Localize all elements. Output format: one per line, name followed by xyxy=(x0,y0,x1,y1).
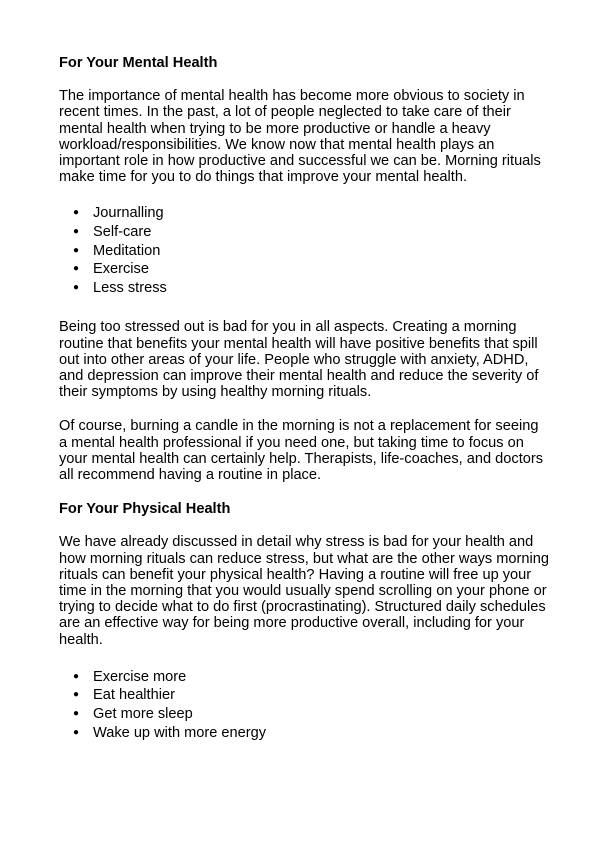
bullet-icon: ● xyxy=(73,263,80,275)
section-heading-mental-health: For Your Mental Health xyxy=(59,55,218,71)
paragraph-physical-health-intro: We have already discussed in detail why stress is bad for your health and how morning rituals can reduce stress, but what are the other ways morning rituals can benefit your physical health? Having a routine will free up your time in the morning that you would usually spend scrolling on your phone or trying to decide what to do first (procrastinating). Structured daily schedules are an effective way for being more productive overall, including for your health. xyxy=(59,534,549,648)
list-item-label: Exercise more xyxy=(93,668,187,685)
list-item xyxy=(59,705,549,724)
bullet-icon: ● xyxy=(73,207,80,219)
list-item-label: Get more sleep xyxy=(93,706,193,723)
list-item xyxy=(59,279,549,298)
paragraph-professional-help: Of course, burning a candle in the morning is not a replacement for seeing a mental health professional if you need one, but taking time to focus on your mental health can certainly help. Therapists, life-coaches, and doctors all recommend having a routine in place. xyxy=(59,418,544,484)
section-heading-physical-health: For Your Physical Health xyxy=(59,501,231,518)
section-physical-health xyxy=(59,501,549,742)
list-item-label: Exercise xyxy=(93,261,149,278)
bullet-icon: ● xyxy=(73,281,80,293)
list-item xyxy=(59,223,549,242)
list-item-label: Journalling xyxy=(93,205,164,222)
paragraph-stress: Being too stressed out is bad for you in all aspects. Creating a morning routine that benefits your mental health will have positive benefits that spill out into other areas of your life. People who struggle with anxiety, ADHD, and depression can improve their mental health and reduce the severity of their symptoms by using healthy morning rituals. xyxy=(59,319,539,401)
bullet-icon: ● xyxy=(73,708,80,720)
bullet-list-mental-health xyxy=(59,204,549,297)
list-item xyxy=(59,724,549,743)
list-item xyxy=(59,242,549,261)
list-item-label: Self-care xyxy=(93,224,152,241)
bullet-icon: ● xyxy=(73,670,80,682)
bullet-icon: ● xyxy=(73,226,80,238)
list-item xyxy=(59,204,549,223)
bullet-list-physical-health xyxy=(59,668,549,742)
bullet-icon: ● xyxy=(73,689,80,701)
bullet-icon: ● xyxy=(73,244,80,256)
list-item xyxy=(59,668,549,687)
list-item-label: Eat healthier xyxy=(93,687,175,704)
list-item-label: Less stress xyxy=(93,279,167,296)
section-mental-health xyxy=(59,55,549,483)
document-page xyxy=(59,55,549,742)
list-item-label: Wake up with more energy xyxy=(93,724,267,741)
list-item xyxy=(59,686,549,705)
list-item xyxy=(59,260,549,279)
paragraph-mental-health-intro: The importance of mental health has become more obvious to society in recent times. In the past, a lot of people neglected to take care of their mental health when trying to be more productive or handle a heavy workload/responsibilities. We know now that mental health plays an important role in how productive and successful we can be. Morning rituals make time for you to do things that improve your mental health. xyxy=(59,88,541,186)
list-item-label: Meditation xyxy=(93,242,161,259)
bullet-icon: ● xyxy=(73,726,80,738)
